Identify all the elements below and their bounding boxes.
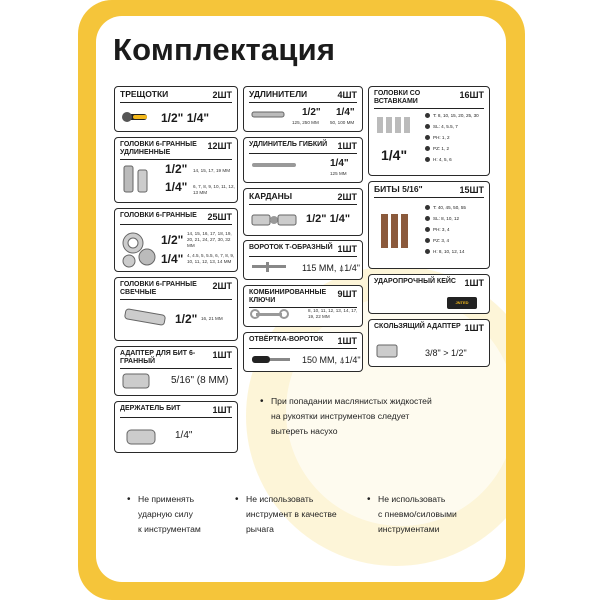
note-no-impact: • Не применять ударную силу к инструментам <box>138 492 201 537</box>
box-name: ДЕРЖАТЕЛЬ БИТ <box>120 405 181 412</box>
box-name: УДЛИНИТЕЛИ <box>249 89 308 99</box>
deep-socket-icon <box>121 162 159 198</box>
case-icon: JNTED <box>447 297 477 309</box>
box-qty: 2ШТ <box>337 192 357 202</box>
box-qty: 12ШТ <box>207 141 232 151</box>
box-name: ТРЕЩОТКИ <box>120 89 169 99</box>
box-case <box>368 274 490 314</box>
cardan-sizes: 1/2" 1/4" <box>306 213 351 225</box>
deep-size-2-list: 6, 7, 8, 9, 10, 11, 12, 13 ММ <box>193 184 235 195</box>
flex-extension-icon <box>250 158 300 174</box>
box-name: ГОЛОВКИ 6-ГРАННЫЕ СВЕЧНЫЕ <box>120 281 197 296</box>
bit-socket-list: T: 8, 10, 15, 20, 25, 30 SL: 4, 5.5, 7 PH: 1, 2 PZ: 1, 2 H: 4, 5, 6 <box>425 110 479 165</box>
box-screwdriver <box>243 332 363 372</box>
box-sockets <box>114 208 238 272</box>
deep-size-2: 1/4" <box>165 180 188 194</box>
box-cardans <box>243 188 363 236</box>
box-qty: 2ШТ <box>212 90 232 100</box>
bits-icon <box>379 212 415 252</box>
box-qty: 1ШТ <box>212 350 232 360</box>
oil-warning-note: • При попадании маслянистых жидкостей на рукоятки инструментов следует вытереть насухо <box>271 394 432 439</box>
box-qty: 15ШТ <box>459 185 484 195</box>
box-t-bar <box>243 240 363 280</box>
box-qty: 25ШТ <box>207 212 232 222</box>
box-qty: 16ШТ <box>459 90 484 100</box>
box-qty: 9ШТ <box>337 289 357 299</box>
socket-size-2: 1/4" <box>161 252 184 266</box>
socket-size-2-list: 4, 4.5, 5, 5.5, 6, 7, 8, 9, 10, 11, 12, 13, 14 ММ <box>187 253 235 264</box>
flex-size: 1/4" <box>330 158 349 169</box>
socket-icon <box>119 229 159 269</box>
extension-icon <box>250 107 290 123</box>
box-flex-extension <box>243 137 363 183</box>
box-name: ГОЛОВКИ СО ВСТАВКАМИ <box>374 90 421 105</box>
ext-size-2: 1/4" <box>336 107 355 118</box>
box-qty: 1ШТ <box>464 323 484 333</box>
box-qty: 1ШТ <box>212 405 232 415</box>
box-name: ГОЛОВКИ 6-ГРАННЫЕ <box>120 212 197 219</box>
box-bit-sockets <box>368 86 490 176</box>
screwdriver-icon <box>250 353 294 367</box>
bit-holder-icon <box>125 426 161 448</box>
box-adapter <box>368 319 490 367</box>
box-extensions <box>243 86 363 132</box>
box-name: КАРДАНЫ <box>249 191 293 201</box>
box-qty: 1ШТ <box>337 336 357 346</box>
t-bar-icon <box>250 260 290 274</box>
bit-socket-icon <box>375 113 415 137</box>
ratchet-sizes: 1/2" 1/4" <box>161 111 210 125</box>
box-name: БИТЫ 5/16" <box>374 184 423 194</box>
box-combo-wrenches <box>243 285 363 327</box>
note-no-lever: • Не использовать инструмент в качестве рычага <box>246 492 337 537</box>
box-qty: 1ШТ <box>464 278 484 288</box>
page-title: Комплектация <box>113 32 336 67</box>
box-qty: 1ШТ <box>337 141 357 151</box>
box-deep-sockets <box>114 137 238 203</box>
box-qty: 1ШТ <box>337 244 357 254</box>
box-qty: 2ШТ <box>212 281 232 291</box>
cardan-icon <box>250 209 300 233</box>
ext-size-2-list: 50, 100 ММ <box>330 120 355 125</box>
note-no-power-tools: • Не использовать с пневмо/силовыми инструментами <box>378 492 457 537</box>
adapter-icon <box>375 342 403 360</box>
ext-size-1: 1/2" <box>302 107 321 118</box>
box-name: АДАПТЕР ДЛЯ БИТ 6-ГРАННЫЙ <box>120 350 196 365</box>
box-spark-sockets <box>114 277 238 341</box>
bit-socket-size: 1/4" <box>381 147 408 163</box>
spark-size-list: 16, 21 ММ <box>201 316 223 321</box>
ext-size-1-list: 125, 250 ММ <box>292 120 319 125</box>
box-bit-adapter <box>114 346 238 396</box>
box-name: УДАРОПРОЧНЫЙ КЕЙС <box>374 278 456 285</box>
bit-adapter-icon <box>121 371 157 391</box>
box-name: УДЛИНИТЕЛЬ ГИБКИЙ <box>249 141 328 148</box>
box-name: ВОРОТОК Т-ОБРАЗНЫЙ <box>249 244 333 251</box>
bit-adapter-size: 5/16" (8 ММ) <box>171 375 229 386</box>
box-bits <box>368 181 490 269</box>
wrench-sizes: 8, 10, 11, 12, 13, 14, 17, 19, 22 ММ <box>308 308 358 319</box>
box-name: СКОЛЬЗЯЩИЙ АДАПТЕР <box>374 323 461 330</box>
socket-size-1-list: 14, 15, 16, 17, 18, 19, 20, 21, 24, 27, 30, 32 ММ <box>187 231 232 248</box>
box-name: ГОЛОВКИ 6-ГРАННЫЕ УДЛИНЕННЫЕ <box>120 141 197 156</box>
wrench-icon <box>250 308 290 322</box>
bits-list: T: 40, 45, 50, 55 SL: 8, 10, 12 PH: 3, 4 PZ: 3, 4 H: 8, 10, 12, 14 <box>425 202 466 257</box>
box-name: КОМБИНИРОВАННЫЕ КЛЮЧИ <box>249 289 327 304</box>
ratchet-icon <box>121 109 155 125</box>
box-name: ОТВЁРТКА-ВОРОТОК <box>249 336 324 343</box>
spark-socket-icon <box>123 304 175 334</box>
box-bit-holder <box>114 401 238 453</box>
box-qty: 4ШТ <box>337 90 357 100</box>
spark-size: 1/2" <box>175 312 198 326</box>
screwdriver-size: 150 ММ, ⍋1/4" <box>302 355 361 365</box>
bit-holder-size: 1/4" <box>175 430 193 441</box>
flex-length: 125 ММ <box>330 171 347 176</box>
adapter-size: 3/8" > 1/2" <box>425 348 467 358</box>
t-bar-size: 115 ММ, ⍋1/4" <box>302 263 360 273</box>
socket-size-1: 1/2" <box>161 233 184 247</box>
box-ratchets <box>114 86 238 132</box>
deep-size-1: 1/2" <box>165 162 188 176</box>
deep-size-1-list: 14, 15, 17, 19 ММ <box>193 168 231 173</box>
